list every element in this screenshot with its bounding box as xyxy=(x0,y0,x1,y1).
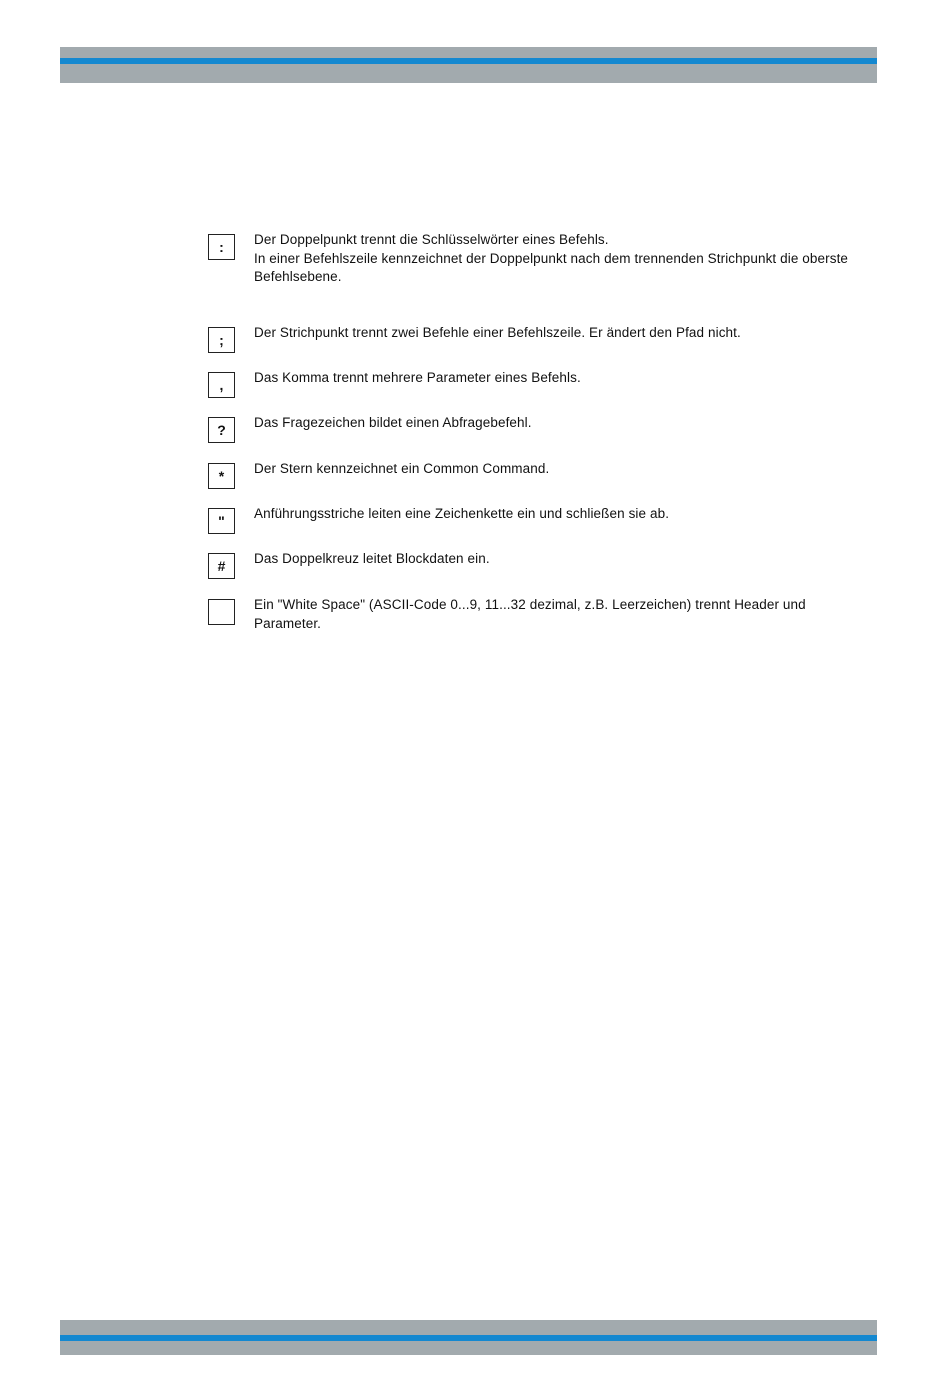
symbol-box-colon: : xyxy=(208,234,235,260)
entry-description xyxy=(254,596,874,633)
description-line: Der Doppelpunkt trennt die Schlüsselwörter eines Befehls. xyxy=(254,232,609,247)
entry-description xyxy=(254,414,874,433)
description-line: Der Stern kennzeichnet ein Common Command. xyxy=(254,461,550,476)
entry-description xyxy=(254,324,874,343)
entry-description xyxy=(254,231,874,287)
description-line: Das Doppelkreuz leitet Blockdaten ein. xyxy=(254,551,490,566)
symbol-box-quotation-marks: " xyxy=(208,508,235,534)
entry-description xyxy=(254,505,874,524)
header-band-gray-bottom xyxy=(60,64,877,83)
description-line: Ein "White Space" (ASCII-Code 0...9, 11...32 dezimal, z.B. Leerzeichen) trennt Header und Parameter. xyxy=(254,597,806,631)
entry-description xyxy=(254,460,874,479)
symbol-box-comma: , xyxy=(208,372,235,398)
footer-band-gray-bottom xyxy=(60,1341,877,1355)
symbol-box-white-space xyxy=(208,599,235,625)
symbol-box-semicolon: ; xyxy=(208,327,235,353)
symbol-box-hash: # xyxy=(208,553,235,579)
description-line: Der Strichpunkt trennt zwei Befehle einer Befehlszeile. Er ändert den Pfad nicht. xyxy=(254,325,741,340)
footer-band-gray-top xyxy=(60,1320,877,1335)
description-line: In einer Befehlszeile kennzeichnet der Doppelpunkt nach dem trennenden Strichpunkt die oberste Befehlsebene. xyxy=(254,250,849,284)
header-band-gray-top xyxy=(60,47,877,58)
description-line: Anführungsstriche leiten eine Zeichenkette ein und schließen sie ab. xyxy=(254,506,670,521)
symbol-box-question-mark: ? xyxy=(208,417,235,443)
header-band xyxy=(60,47,877,83)
description-line: Das Komma trennt mehrere Parameter eines Befehls. xyxy=(254,370,581,385)
description-line: Das Fragezeichen bildet einen Abfragebefehl. xyxy=(254,415,532,430)
symbol-box-asterisk: * xyxy=(208,463,235,489)
footer-band xyxy=(60,1320,877,1355)
entry-description xyxy=(254,369,874,388)
entry-description xyxy=(254,550,874,569)
